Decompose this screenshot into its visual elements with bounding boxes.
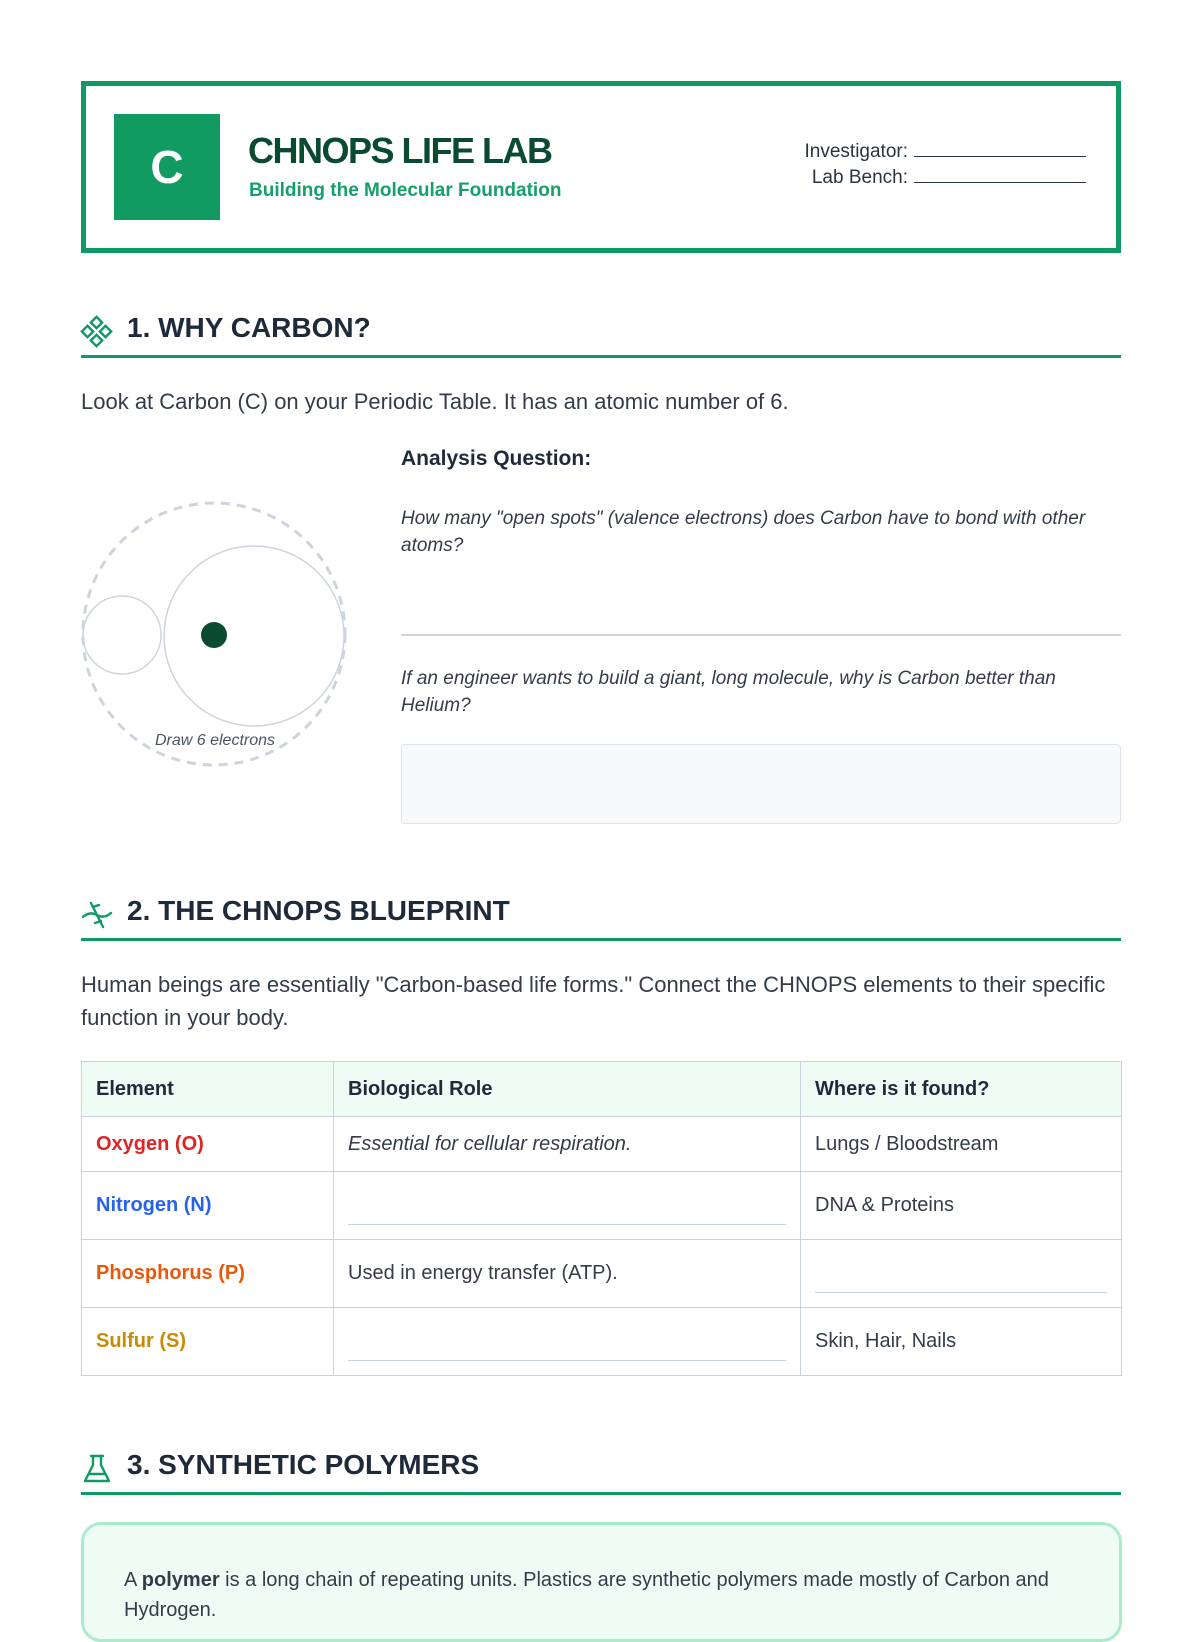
- lab-bench-field[interactable]: [812, 167, 1086, 189]
- chnops-table: [81, 1061, 1122, 1376]
- column-header: Element: [82, 1062, 334, 1117]
- logo-badge: C: [114, 114, 220, 220]
- investigator-field[interactable]: [805, 141, 1087, 163]
- section-title: 2. THE CHNOPS BLUEPRINT: [127, 895, 510, 926]
- lab-header: [81, 81, 1121, 253]
- location-cell: Skin, Hair, Nails: [801, 1308, 1122, 1376]
- element-name: Phosphorus (P): [82, 1240, 334, 1308]
- section-title: 3. SYNTHETIC POLYMERS: [127, 1449, 480, 1480]
- section-why-carbon-heading: [81, 312, 1121, 358]
- polymer-term: polymer: [141, 1569, 220, 1591]
- nucleus-dot: [201, 622, 227, 648]
- diagram-caption: Draw 6 electrons: [154, 732, 276, 749]
- role-cell-blank[interactable]: [334, 1172, 801, 1240]
- inner-orbit: [164, 546, 344, 726]
- molecule-icon: [81, 316, 113, 348]
- chnops-intro: Human beings are essentially "Carbon-based life forms." Connect the CHNOPS elements to their specific function in your body.: [81, 972, 1106, 1030]
- table-row: [82, 1308, 1122, 1376]
- analysis-question-title: Analysis Question:: [401, 447, 592, 470]
- polymer-info-box: [81, 1522, 1122, 1642]
- investigator-label: Investigator:: [804, 141, 908, 162]
- column-header: Biological Role: [334, 1062, 801, 1117]
- location-cell: Lungs / Bloodstream: [801, 1117, 1122, 1172]
- table-row: [82, 1240, 1122, 1308]
- lab-subtitle: Building the Molecular Foundation: [249, 180, 562, 201]
- flask-icon: [81, 1453, 113, 1485]
- answer-blank[interactable]: [815, 1273, 1107, 1293]
- lab-bench-blank[interactable]: [914, 167, 1086, 183]
- location-cell-blank[interactable]: [801, 1240, 1122, 1308]
- investigator-blank[interactable]: [914, 141, 1086, 157]
- question-carbon-vs-helium: If an engineer wants to build a giant, long molecule, why is Carbon better than Helium?: [401, 668, 1056, 716]
- answer-blank[interactable]: [348, 1205, 786, 1225]
- section-polymers-heading: [81, 1449, 1121, 1495]
- question-valence: How many "open spots" (valence electrons) does Carbon have to bond with other atoms?: [401, 508, 1086, 556]
- element-name: Sulfur (S): [82, 1308, 334, 1376]
- answer-box-carbon-vs-helium[interactable]: [401, 744, 1121, 824]
- section-title: 1. WHY CARBON?: [127, 312, 371, 343]
- carbon-atom-diagram[interactable]: [81, 500, 347, 768]
- element-name: Oxygen (O): [82, 1117, 334, 1172]
- role-cell-blank[interactable]: [334, 1308, 801, 1376]
- table-header-row: [82, 1062, 1122, 1117]
- carbon-intro: Look at Carbon (C) on your Periodic Table. It has an atomic number of 6.: [81, 389, 789, 414]
- location-cell: DNA & Proteins: [801, 1172, 1122, 1240]
- polymer-definition: A polymer is a long chain of repeating units. Plastics are synthetic polymers made mostly of Carbon and Hydrogen.: [124, 1569, 1049, 1621]
- dna-icon: [81, 899, 113, 931]
- lab-title: CHNOPS LIFE LAB: [248, 130, 552, 171]
- role-cell: Essential for cellular respiration.: [334, 1117, 801, 1172]
- answer-line-valence[interactable]: [401, 634, 1121, 636]
- column-header: Where is it found?: [801, 1062, 1122, 1117]
- section-chnops-heading: [81, 895, 1121, 941]
- role-cell: Used in energy transfer (ATP).: [334, 1240, 801, 1308]
- table-row: [82, 1172, 1122, 1240]
- answer-blank[interactable]: [348, 1341, 786, 1361]
- table-row: [82, 1117, 1122, 1172]
- atom-drawing-area[interactable]: [81, 500, 347, 768]
- lab-bench-label: Lab Bench:: [811, 167, 908, 188]
- small-orbit: [83, 596, 161, 674]
- element-name: Nitrogen (N): [82, 1172, 334, 1240]
